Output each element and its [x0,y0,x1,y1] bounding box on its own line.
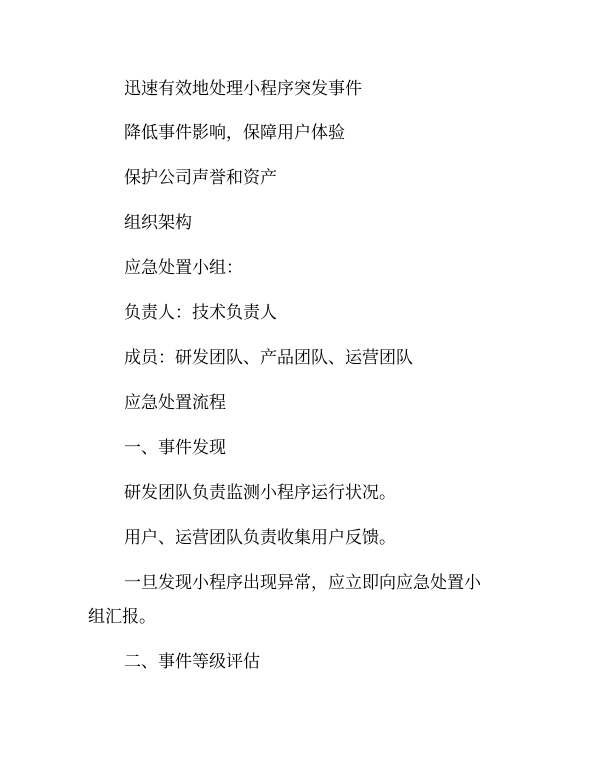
team-leader-line: 负责人：技术负责人 [124,303,277,323]
discovery-line-3: 一旦发现小程序出现异常，应立即向应急处置小 [124,573,481,593]
discovery-line-2: 用户、运营团队负责收集用户反馈。 [124,528,396,548]
subheading-emergency-team: 应急处置小组： [124,258,243,278]
team-members-line: 成员：研发团队、产品团队、运营团队 [124,348,413,368]
section-heading-process: 应急处置流程 [124,393,226,413]
section-heading-organization: 组织架构 [124,213,192,233]
objective-line-2: 降低事件影响，保障用户体验 [124,123,345,143]
objective-line-1: 迅速有效地处理小程序突发事件 [124,79,362,99]
step-heading-discovery: 一、事件发现 [124,438,226,458]
step-heading-level-assessment: 二、事件等级评估 [124,652,260,672]
objective-line-3: 保护公司声誉和资产 [124,168,277,188]
discovery-line-3-continued: 组汇报。 [88,607,156,627]
discovery-line-1: 研发团队负责监测小程序运行状况。 [124,483,396,503]
